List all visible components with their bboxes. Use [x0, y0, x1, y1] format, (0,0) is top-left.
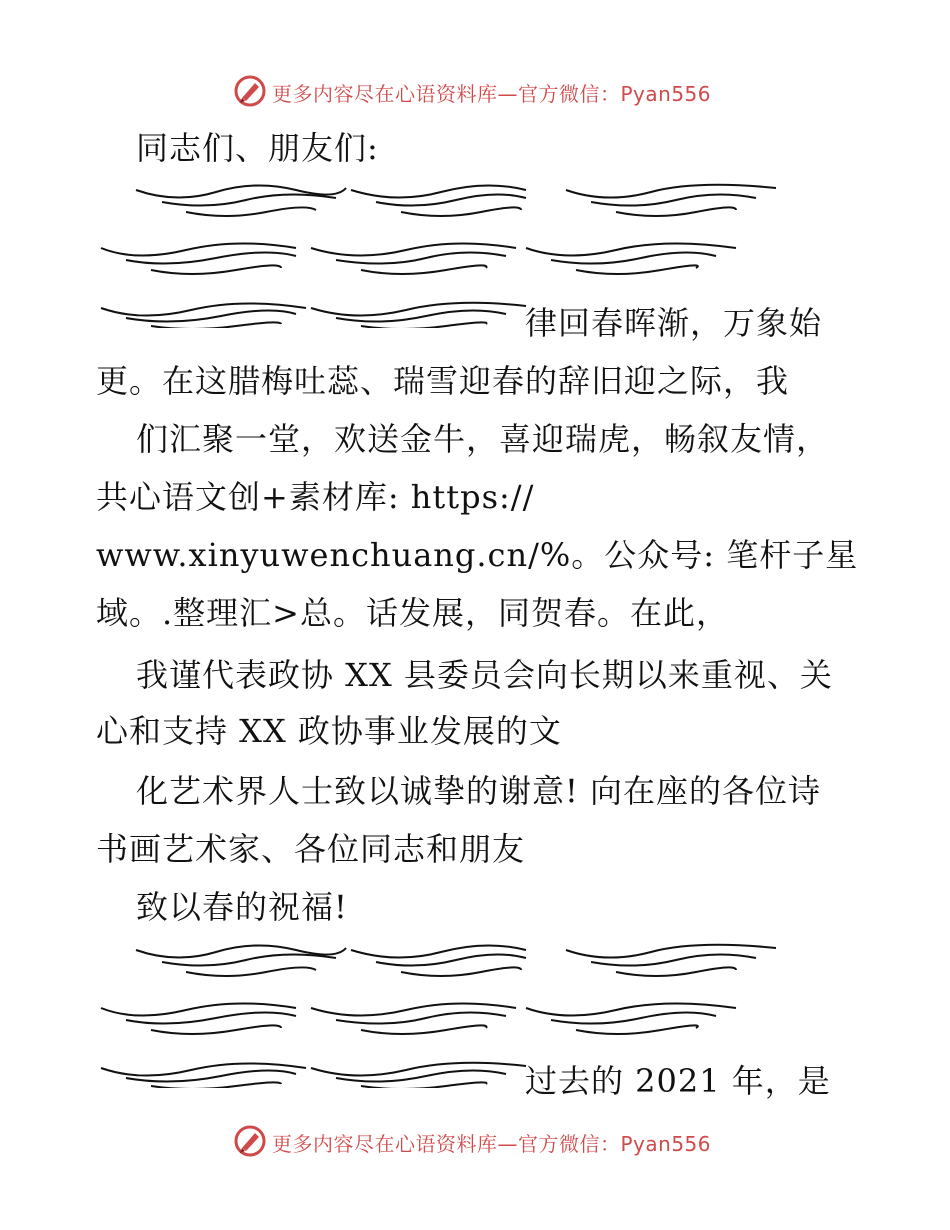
footer-banner: [0, 1122, 950, 1158]
text-line-11: 书画艺术家、各位同志和朋友: [96, 830, 526, 868]
text-line-10: 化艺术界人士致以诚挚的谢意! 向在座的各位诗: [136, 772, 822, 810]
salutation: 同志们、朋友们:: [136, 129, 379, 167]
header-banner: [0, 72, 950, 108]
text-line-13: 过去的 2021 年，是: [525, 1062, 831, 1100]
text-line-4: 们汇聚一堂，欢送金牛，喜迎瑞虎，畅叙友情，: [136, 420, 830, 458]
text-line-12: 致以春的祝福!: [136, 888, 348, 926]
text-line-7: 域。.整理汇>总。话发展，同贺春。在此，: [96, 594, 729, 632]
text-line-2: 律回春晖渐，万象始: [525, 304, 823, 342]
pen-logo-icon: [233, 74, 267, 108]
banner-text: 更多内容尽在心语资料库—官方微信：Pyan556: [272, 82, 712, 106]
text-line-9: 心和支持 XX 政协事业发展的文: [96, 712, 562, 750]
text-line-5: 共心语文创+素材库: https://: [96, 478, 535, 516]
pen-logo-icon: [233, 1124, 267, 1158]
banner-text: 更多内容尽在心语资料库—官方微信：Pyan556: [272, 1132, 712, 1156]
text-line-3: 更。在这腊梅吐蕊、瑞雪迎春的辞旧迎之际，我: [96, 362, 790, 400]
text-line-8: 我谨代表政协 XX 县委员会向长期以来重视、关: [136, 656, 833, 694]
text-line-6: www.xinyuwenchuang.cn/%。公众号: 笔杆子星: [96, 536, 859, 574]
